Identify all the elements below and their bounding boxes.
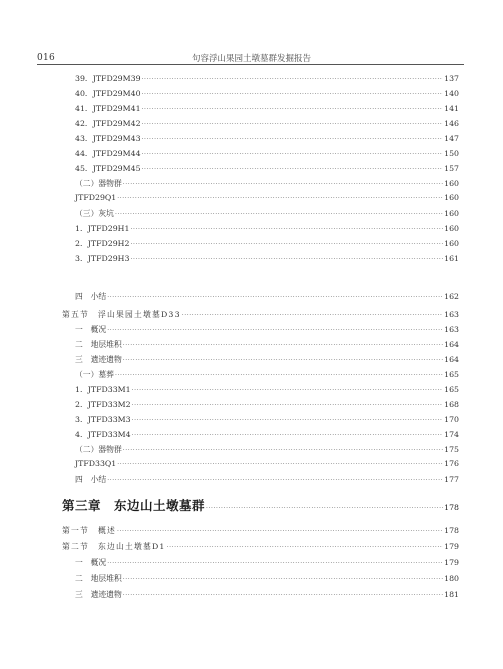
- toc-leader-dots: [107, 327, 443, 334]
- toc-entry[interactable]: [75, 399, 459, 413]
- toc-entry[interactable]: [75, 573, 459, 587]
- toc-leader-dots: [132, 432, 443, 439]
- toc-entry[interactable]: [75, 148, 459, 162]
- toc-leader-dots: [123, 447, 443, 454]
- toc-entry-page: 164: [444, 340, 459, 349]
- toc-entry[interactable]: [75, 369, 459, 383]
- toc-entry-page: 162: [444, 292, 459, 301]
- toc-entry-label: 1．JTFD29H1: [75, 224, 130, 233]
- toc-leader-dots: [107, 560, 443, 567]
- toc-entry-label: （二）器物群: [75, 179, 122, 188]
- toc-entry-label: 4．JTFD33M4: [75, 430, 131, 439]
- toc-entry-label: （一）墓葬: [75, 370, 114, 379]
- toc-entry[interactable]: [75, 238, 459, 252]
- toc-leader-dots: [142, 76, 444, 83]
- toc-entry[interactable]: [75, 589, 459, 603]
- toc-entry[interactable]: [75, 384, 459, 398]
- toc-entry-label: （三）灰坑: [75, 209, 114, 218]
- toc-entry[interactable]: [75, 459, 459, 473]
- toc-entry-page: 147: [444, 134, 459, 143]
- toc-leader-dots: [115, 372, 443, 379]
- toc-entry-page: 178: [444, 503, 459, 512]
- toc-leader-dots: [142, 166, 444, 173]
- toc-entry[interactable]: [75, 354, 459, 368]
- toc-entry[interactable]: [75, 208, 459, 222]
- toc-section[interactable]: [62, 525, 459, 539]
- toc-entry[interactable]: [75, 163, 459, 177]
- toc-leader-dots: [107, 294, 443, 301]
- toc-entry-label: 2．JTFD29H2: [75, 239, 130, 248]
- toc-entry-page: 180: [444, 574, 459, 583]
- toc-entry-page: 160: [444, 239, 459, 248]
- toc-entry[interactable]: [75, 444, 459, 458]
- page-header: [0, 0, 503, 70]
- toc-leader-dots: [130, 256, 443, 263]
- toc-entry-label: 40．JTFD29M40: [75, 89, 141, 98]
- toc-entry-page: 146: [444, 119, 459, 128]
- toc-entry-page: 179: [444, 558, 459, 567]
- toc-leader-dots: [117, 195, 443, 202]
- toc-entry-page: 181: [444, 590, 459, 599]
- toc-leader-dots: [123, 357, 443, 364]
- toc-leader-dots: [117, 461, 443, 468]
- toc-leader-dots: [123, 592, 443, 599]
- toc-entry-label: 四 小结: [75, 292, 107, 301]
- toc-leader-dots: [117, 528, 443, 535]
- toc-entry-page: 163: [444, 325, 459, 334]
- toc-entry-label: 一 概况: [75, 558, 107, 567]
- toc-leader-dots: [130, 226, 443, 233]
- toc-leader-dots: [123, 342, 443, 349]
- toc-entry[interactable]: [75, 193, 459, 207]
- toc-entry-page: 160: [444, 193, 459, 202]
- toc-entry-label: 39．JTFD29M39: [75, 74, 141, 83]
- toc-entry-label: 44．JTFD29M44: [75, 149, 141, 158]
- toc-entry-page: 140: [444, 89, 459, 98]
- toc-leader-dots: [132, 402, 443, 409]
- toc-entry-page: 175: [444, 445, 459, 454]
- toc-entry-label: JTFD29Q1: [75, 193, 117, 202]
- toc-section[interactable]: [62, 309, 459, 323]
- toc-entry-page: 165: [444, 385, 459, 394]
- toc-leader-dots: [123, 181, 443, 188]
- toc-leader-dots: [107, 477, 443, 484]
- toc-entry-page: 141: [444, 104, 459, 113]
- toc-entry[interactable]: [75, 414, 459, 428]
- toc-entry[interactable]: [75, 103, 459, 117]
- toc-entry[interactable]: [75, 429, 459, 443]
- toc-entry-page: 165: [444, 370, 459, 379]
- toc-entry-label: 第二节 东边山土墩墓D1: [62, 542, 166, 551]
- toc-entry-label: 四 小结: [75, 475, 107, 484]
- page-number: 016: [37, 53, 56, 63]
- toc-entry-page: 170: [444, 415, 459, 424]
- running-title: 句容浮山果园土墩墓群发掘报告: [191, 54, 311, 64]
- toc-entry-label: 二 地层堆积: [75, 574, 122, 583]
- toc-leader-dots: [206, 505, 443, 512]
- toc-entry[interactable]: [75, 324, 459, 338]
- toc-entry-label: 一 概况: [75, 325, 107, 334]
- toc-leader-dots: [142, 136, 444, 143]
- toc-entry-page: 157: [444, 164, 459, 173]
- toc-leader-dots: [130, 241, 443, 248]
- toc-entry-page: 164: [444, 355, 459, 364]
- toc-entry-label: 2．JTFD33M2: [75, 400, 131, 409]
- toc-leader-dots: [142, 106, 444, 113]
- toc-leader-dots: [115, 211, 443, 218]
- toc-entry-label: 三 遗迹遗物: [75, 355, 122, 364]
- toc-entry-label: 41．JTFD29M41: [75, 104, 141, 113]
- toc-entry-label: 第三章 东边山土墩墓群: [62, 498, 206, 513]
- toc-entry-page: 160: [444, 179, 459, 188]
- toc-entry-label: 3．JTFD29H3: [75, 254, 130, 263]
- toc-leader-dots: [142, 121, 444, 128]
- toc-entry-page: 178: [444, 526, 459, 535]
- toc-leader-dots: [123, 576, 443, 583]
- toc-entry-label: 1．JTFD33M1: [75, 385, 131, 394]
- toc-entry[interactable]: [75, 178, 459, 192]
- toc-leader-dots: [132, 387, 443, 394]
- toc-entry-page: 174: [444, 430, 459, 439]
- toc-section[interactable]: [62, 541, 459, 555]
- header-rule: [37, 64, 464, 65]
- toc-entry-label: 二 地层堆积: [75, 340, 122, 349]
- toc-leader-dots: [142, 151, 444, 158]
- toc-entry[interactable]: [75, 253, 459, 267]
- toc-entry-page: 177: [444, 475, 459, 484]
- toc-entry-page: 168: [444, 400, 459, 409]
- toc-entry-page: 150: [444, 149, 459, 158]
- toc-entry-label: JTFD33Q1: [75, 459, 117, 468]
- toc-entry-label: 第一节 概述: [62, 526, 116, 535]
- toc-entry-label: 3．JTFD33M3: [75, 415, 131, 424]
- toc-entry-label: 第五节 浮山果园土墩墓D33: [62, 310, 181, 319]
- toc-entry[interactable]: [75, 474, 459, 488]
- toc-entry[interactable]: [75, 291, 459, 305]
- toc-entry-label: 42．JTFD29M42: [75, 119, 141, 128]
- toc-entry-page: 137: [444, 74, 459, 83]
- toc-chapter[interactable]: [62, 496, 459, 514]
- toc-entry[interactable]: [75, 339, 459, 353]
- toc-entry[interactable]: [75, 223, 459, 237]
- toc-leader-dots: [132, 417, 443, 424]
- toc-leader-dots: [182, 312, 443, 319]
- toc-entry-label: 45．JTFD29M45: [75, 164, 141, 173]
- toc-entry[interactable]: [75, 118, 459, 132]
- toc-entry[interactable]: [75, 73, 459, 87]
- toc-entry-page: 161: [444, 254, 459, 263]
- toc-leader-dots: [142, 91, 444, 98]
- toc-entry-label: （二）器物群: [75, 445, 122, 454]
- toc-entry-page: 176: [444, 459, 459, 468]
- toc-entry[interactable]: [75, 133, 459, 147]
- toc-entry[interactable]: [75, 557, 459, 571]
- toc-entry-page: 160: [444, 224, 459, 233]
- toc-entry-page: 163: [444, 310, 459, 319]
- toc-entry-label: 三 遗迹遗物: [75, 590, 122, 599]
- toc-entry[interactable]: [75, 88, 459, 102]
- toc-entry-page: 179: [444, 542, 459, 551]
- toc-entry-label: 43．JTFD29M43: [75, 134, 141, 143]
- toc-entry-page: 160: [444, 209, 459, 218]
- toc-leader-dots: [167, 544, 444, 551]
